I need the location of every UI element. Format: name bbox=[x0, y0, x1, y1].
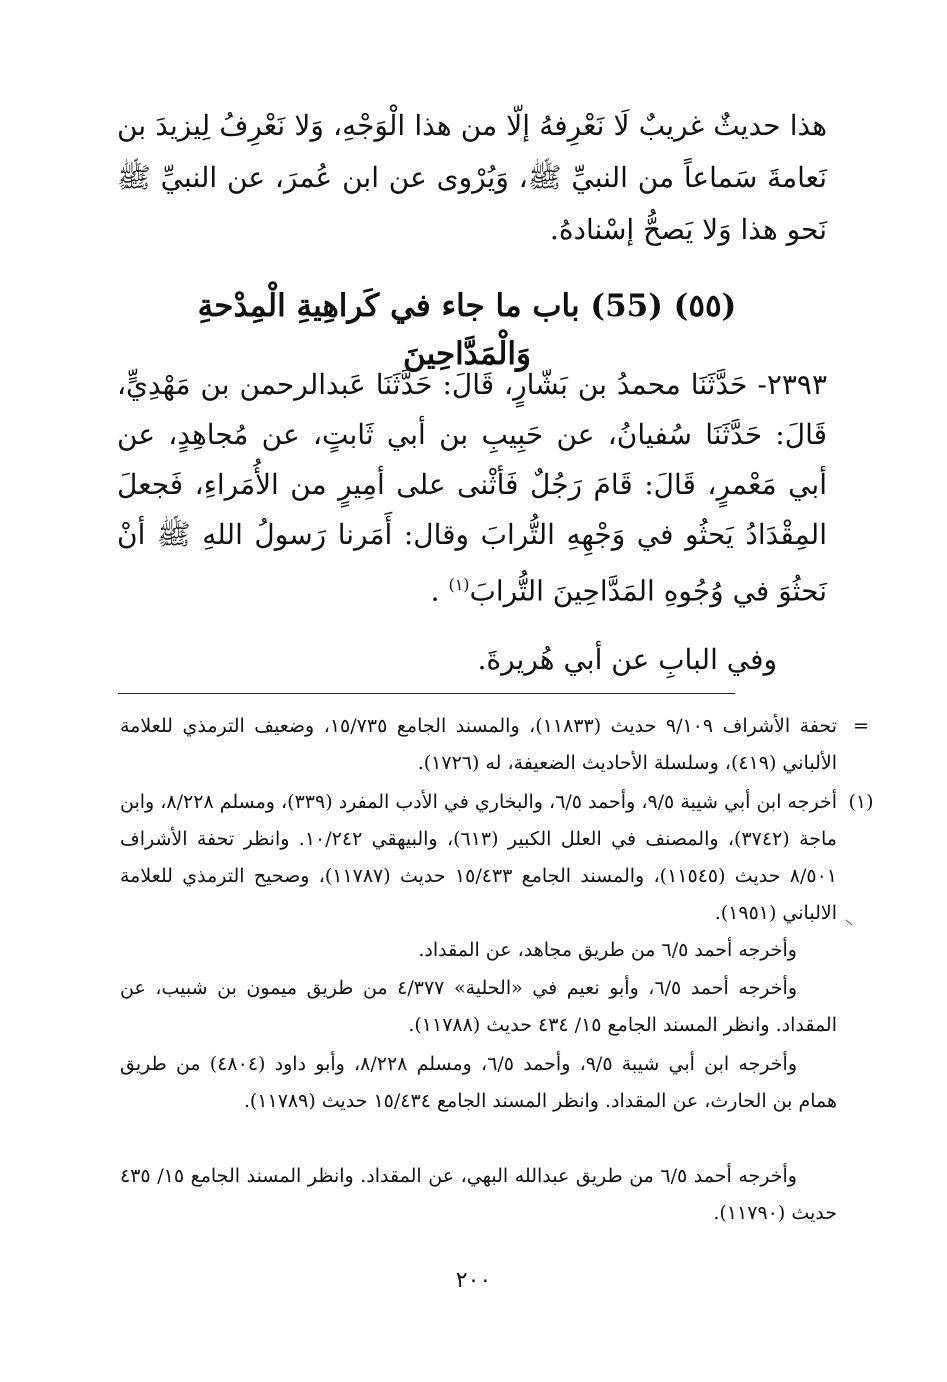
footnote-paragraph bbox=[120, 1046, 837, 1120]
footnote-text: وأخرجه أحمد ٦/٥ من طريق مجاهد، عن المقداد. bbox=[418, 939, 797, 961]
footnote-separator bbox=[118, 693, 735, 694]
hadith-end: . bbox=[430, 574, 449, 608]
footnote-reference: (١) bbox=[448, 575, 470, 594]
footnote-text: تحفة الأشراف ٩/١٠٩ حديث (١١٨٣٣)، والمسند الجامع ١٥/٧٣٥، وضعيف الترمذي للعلامة الألباني (٤١٩)، وسلسلة الأحاديث الضعيفة، له (١٧٢٦). bbox=[120, 715, 837, 774]
footnote-text: أخرجه ابن أبي شيبة ٩/٥، وأحمد ٦/٥، والبخاري في الأدب المفرد (٣٣٩)، ومسلم ٨/٢٢٨، وابن ماجة (٣٧٤٢)، والمصنف في العلل الكبير (٦١٣)، والبيهقي ١٠/٢٤٢. وانظر تحفة الأشراف ٨/٥٠١ حديث (١١٥٤٥)، والمسند الجامع ١٥/٤٣٣ حديث (١١٧٨٧)، وصحيح الترمذي للعلامة الالباني (١٩٥١). bbox=[120, 791, 837, 924]
footnote-marker: (١) bbox=[848, 791, 874, 813]
footnote-paragraph bbox=[120, 1158, 837, 1232]
chapter-note: وفي البابِ عن أبي هُريرةَ. bbox=[477, 643, 777, 676]
footnote-paragraph bbox=[120, 932, 837, 969]
hadith-text: ٢٣٩٣- حَدَّثَنَا محمدُ بن بَشّارٍ، قَالَ: حَدَّثَنَا عَبدالرحمن بن مَهْدِيٍّ، قَالَ: حَدَّثَنَا سُفيانُ، عن حَبِيبِ بن أبي ثَابتٍ، عن مُجاهِدٍ، عن أبي مَعْمرٍ، قَالَ: قَامَ رَجُلٌ فَأثْنى على أمِيرٍ من الأُمَراءِ، فَجعلَ المِقْدَادُ يَحثُو في وَجْهِهِ التُّرابَ وقال: أَمَرنا رَسولُ اللهِ ﷺ أنْ نَحثُوَ في وُجُوهِ المَدَّاحِينَ التُّرابَ bbox=[117, 368, 827, 608]
footnote-text: وأخرجه ابن أبي شيبة ٩/٥، وأحمد ٦/٥، ومسلم ٨/٢٢٨، وأبو داود (٤٨٠٤) من طريق همام بن الحارث، عن المقداد. وانظر المسند الجامع ١٥/٤٣٤ حديث (١١٧٨٩). bbox=[120, 1053, 837, 1112]
hadith-paragraph bbox=[117, 360, 827, 616]
chapter-heading: (٥٥) (55) باب ما جاء في كَراهِيةِ الْمِدْحةِ وَالْمَدَّاحِينَ bbox=[197, 288, 737, 372]
margin-mark bbox=[846, 920, 853, 926]
footnote-continuation bbox=[120, 708, 869, 782]
footnote-marker: = bbox=[853, 715, 869, 737]
page-number: ٢٠٠ bbox=[455, 1268, 492, 1293]
footnote-1 bbox=[120, 784, 874, 932]
intro-paragraph: هذا حديثٌ غريبٌ لَا نَعْرِفهُ إلّا من هذا الْوَجْهِ، وَلا نَعْرِفُ لِيزيدَ بن نَعامةَ سَماعاً من النبيِّ ﷺ، وَيُرْوى عن ابن عُمرَ، عن النبيِّ ﷺ نَحو هذا وَلا يَصحُّ إسْنادهُ. bbox=[117, 109, 827, 246]
footnote-paragraph bbox=[120, 970, 837, 1044]
footnote-text: وأخرجه أحمد ٦/٥، وأبو نعيم في «الحلية» ٤/٣٧٧ من طريق ميمون بن شبيب، عن المقداد. وانظر المسند الجامع ١٥/ ٤٣٤ حديث (١١٧٨٨). bbox=[120, 977, 837, 1036]
footnote-text: وأخرجه أحمد ٦/٥ من طريق عبدالله البهي، عن المقداد. وانظر المسند الجامع ١٥/ ٤٣٥ حديث (١١٧٩٠). bbox=[120, 1165, 837, 1224]
